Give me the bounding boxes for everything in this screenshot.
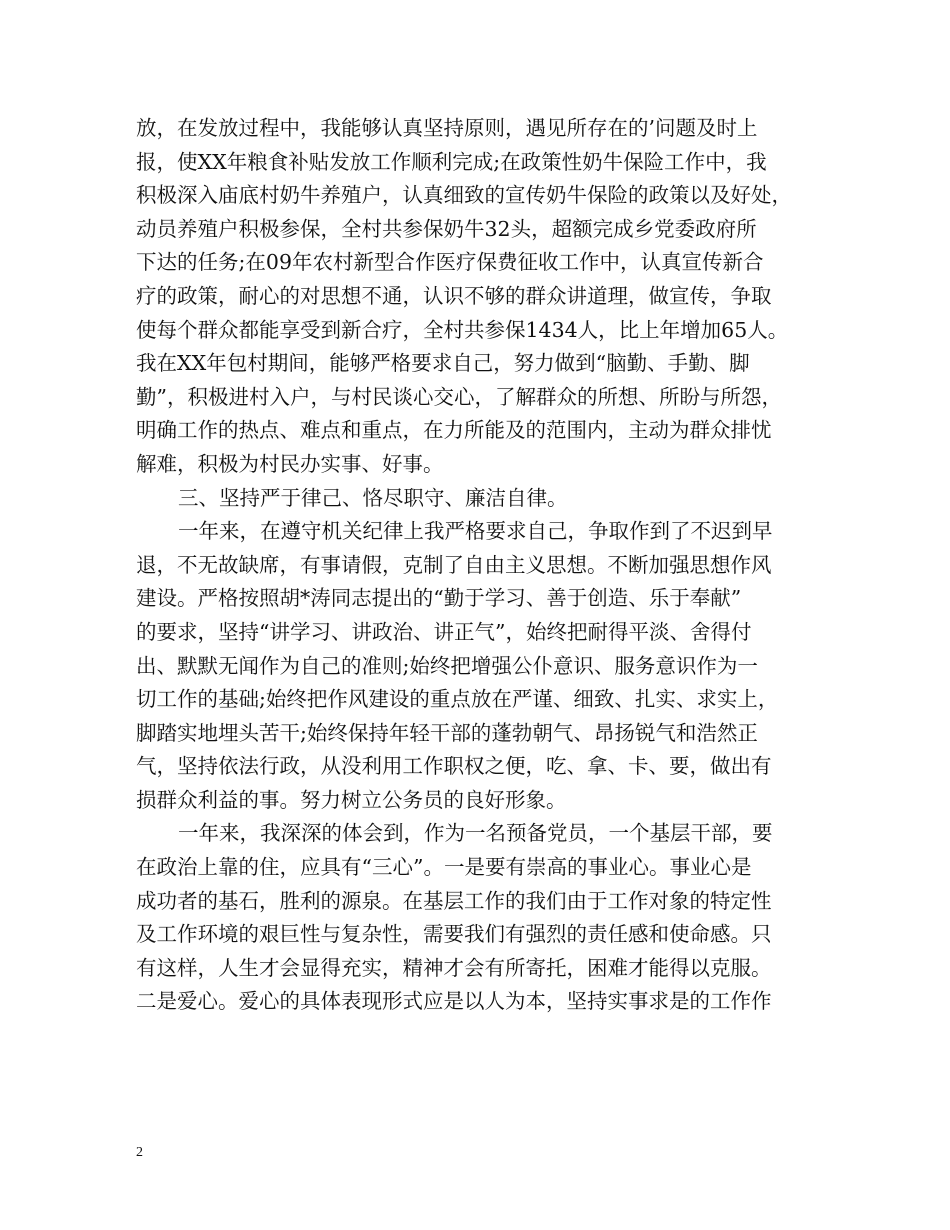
text-line: 下达的任务;在09年农村新型合作医疗保费征收工作中，认真宣传新合 <box>136 250 764 275</box>
body-text <box>136 112 836 1019</box>
text-line: 一年来，在遵守机关纪律上我严格要求自己，争取作到了不迟到早 <box>178 519 773 544</box>
text-line: 二是爱心。爱心的具体表现形式应是以人为本，坚持实事求是的工作作 <box>136 989 772 1014</box>
text-line: 使每个群众都能享受到新合疗，全村共参保1434人，比上年增加65人。 <box>136 317 789 342</box>
text-line: 我在XX年包村期间，能够严格要求自己，努力做到“脑勤、手勤、脚 <box>136 351 750 376</box>
text-line: 切工作的基础;始终把作风建设的重点放在严谨、细致、扎实、求实上， <box>136 687 779 712</box>
text-line: 放，在发放过程中，我能够认真坚持原则，遇见所存在的’问题及时上 <box>136 116 758 140</box>
text-line: 的要求，坚持“讲学习、讲政治、讲正气”，始终把耐得平淡、舍得付 <box>136 619 752 644</box>
text-line: 损群众利益的事。努力树立公务员的良好形象。 <box>136 787 567 812</box>
text-line: 明确工作的热点、难点和重点，在力所能及的范围内，主动为群众排忧 <box>136 418 772 443</box>
text-line: 脚踏实地埋头苦干;始终保持年轻干部的蓬勃朝气、昂扬锐气和浩然正 <box>136 720 758 745</box>
text-line: 成功者的基石，胜利的源泉。在基层工作的我们由于工作对象的特定性 <box>136 888 772 913</box>
text-line: 出、默默无闻作为自己的准则;始终把增强公仆意识、服务意识作为一 <box>136 653 758 678</box>
text-line: 气，坚持依法行政，从没利用工作职权之便，吃、拿、卡、要，做出有 <box>136 754 772 779</box>
text-line: 有这样，人生才会显得充实，精神才会有所寄托，困难才能得以克服。 <box>136 955 772 980</box>
text-line: 动员养殖户积极参保，全村共参保奶牛32头，超额完成乡党委政府所 <box>136 216 757 241</box>
text-line: 报，使XX年粮食补贴发放工作顺利完成;在政策性奶牛保险工作中，我 <box>136 149 767 174</box>
text-line: 及工作环境的艰巨性与复杂性，需要我们有强烈的责任感和使命感。只 <box>136 922 772 947</box>
text-line: 建设。严格按照胡*涛同志提出的“勤于学习、善于创造、乐于奉献” <box>136 586 742 611</box>
text-line: 勤”，积极进村入户，与村民谈心交心，了解群众的所想、所盼与所怨， <box>136 384 782 409</box>
text-line: 疗的政策，耐心的对思想不通，认识不够的群众讲道理，做宣传，争取 <box>136 283 772 308</box>
text-line: 退，不无故缺席，有事请假，克制了自由主义思想。不断加强思想作风 <box>136 552 772 577</box>
page-number: 2 <box>136 1145 143 1160</box>
text-line: 积极深入庙底村奶牛养殖户，认真细致的宣传奶牛保险的政策以及好处， <box>136 183 792 208</box>
text-line: 解难，积极为村民办实事、好事。 <box>136 451 444 476</box>
text-line: 在政治上靠的住，应具有“三心”。一是要有崇高的事业心。事业心是 <box>136 855 752 880</box>
text-line: 一年来，我深深的体会到，作为一名预备党员，一个基层干部，要 <box>178 821 773 846</box>
section-heading: 三、坚持严于律己、恪尽职守、廉洁自律。 <box>178 485 568 510</box>
